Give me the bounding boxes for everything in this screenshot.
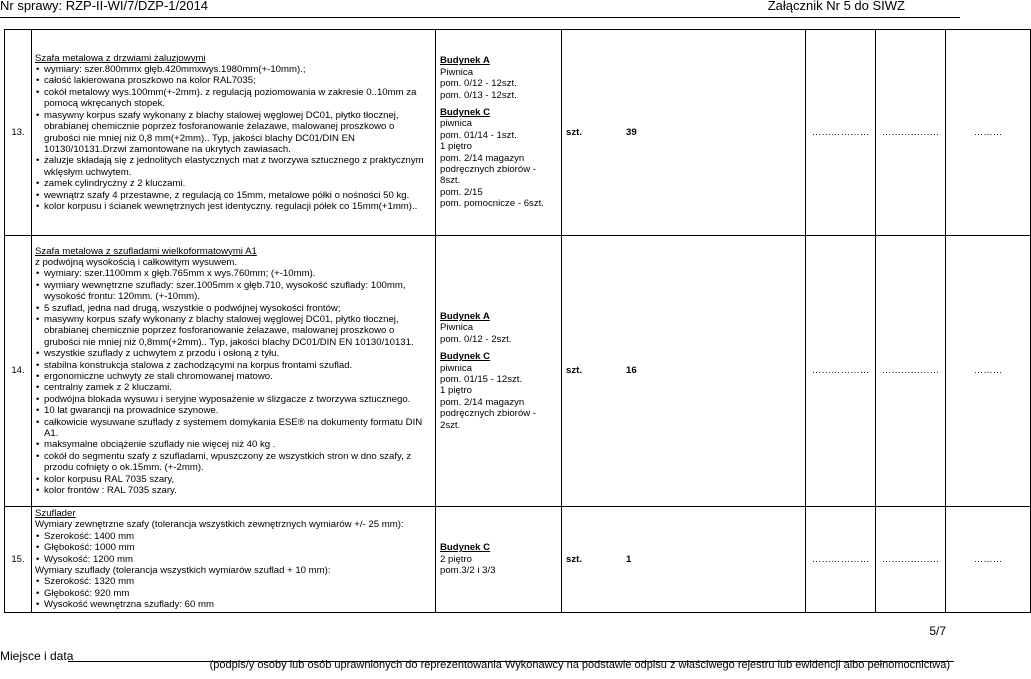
spec-item: • cokół metalowy wys.100mm(+-2mm). z regulacją poziomowania w zakresie 0..10mm za pomocą wkręcanych stopek. [35,87,432,110]
case-number: Nr sprawy: RZP-II-WI/7/DZP-1/2014 [0,0,209,13]
location-line: pom. pomocnicze - 6szt. [440,198,544,210]
spec-item: • kolor frontów : RAL 7035 szary. [35,485,432,496]
location-line: Budynek A [440,310,490,322]
spec-item: • 5 szuflad, jedna nad drugą, wszystkie o podwójnej wysokości frontów; [35,303,432,314]
location-line: pom. 0/12 - 12szt. [440,78,517,90]
price-blank: ……………… [876,236,946,507]
price-blank: ……… [946,30,1031,236]
spec-item: • Szerokość: 1320 mm [35,576,432,587]
location-line: pom. 0/12 - 2szt. [440,333,512,345]
quantity-unit: szt. [566,126,582,138]
location-line: pom.3/2 i 3/3 [440,565,496,577]
price-blank: ……………… [806,507,876,613]
spec-item: • Wysokość: 1200 mm [35,554,432,565]
spec-item: • zamek cylindryczny z 2 kluczami. [35,178,432,189]
item-location [436,236,562,507]
spec-item: • całość lakierowana proszkowo na kolor RAL7035; [35,75,432,86]
price-blank: ……………… [806,30,876,236]
spec-item: • 10 lat gwarancji na prowadnice szynowe. [35,405,432,416]
spec-item: • kolor korpusu i ścianek wewnętrznych jest identyczny. regulacji półek co 15mm(+1mm).. [35,201,432,212]
spec-item: • całkowicie wysuwane szuflady z systemem domykania ESE® na dokumenty formatu DIN A1. [35,417,432,440]
location-line: piwnica [440,118,472,130]
signature-caption: (podpis/y osoby lub osób uprawnionych do reprezentowania Wykonawcy na podstawie odpisu z właściwego rejestru lub ewidencji albo pełnomocnictwa) [209,659,950,671]
location-line: Budynek C [440,351,491,363]
item-quantity [562,236,806,507]
price-blank: ……… [946,507,1031,613]
spec-item: • kolor korpusu RAL 7035 szary, [35,474,432,485]
location-line: pom. 2/14 magazyn podręcznych zbiorów - 8szt. [440,152,536,187]
location-line: pom. 01/15 - 12szt. [440,374,523,385]
item-title: Szafa metalowa z szufladami wielkoformatowymi A1 [35,245,257,257]
item-description [32,507,436,613]
location-line: Budynek C [440,542,491,554]
location-line: pom. 2/14 magazyn podręcznych zbiorów - 2szt. [440,396,536,431]
price-blank: ……………… [876,30,946,236]
spec-list-secondary [35,576,432,610]
location-line: pom. 0/13 - 12szt. [440,89,517,101]
spec-list [35,268,432,496]
spec-list [35,64,432,212]
item-location [436,30,562,236]
page-number: 5/7 [929,624,946,638]
item-title: Szafa metalowa z drzwiami żaluzjowymi [35,52,206,64]
quantity-unit: szt. [566,553,582,565]
item-quantity [562,507,806,613]
item-intro-secondary: Wymiary szuflady (tolerancja wszystkich wymiarów szuflad + 10 mm): [35,565,331,577]
spec-item: • cokół do segmentu szafy z szufladami, wpuszczony ze wszystkich stron w dno szafy, z przodu cofnięty o ok.15mm. (+-2mm). [35,451,432,474]
item-description [32,236,436,507]
spec-item: • maksymalne obciążenie szuflady nie więcej niż 40 kg . [35,439,432,450]
location-line: 1 piętro [440,141,472,153]
item-intro: Wymiary zewnętrzne szafy (tolerancja wszystkich zewnętrznych wymiarów +/- 25 mm): [35,519,404,531]
location-line: pom. 2/15 [440,186,483,198]
item-intro: z podwójną wysokością i całkowitym wysuwem. [35,256,238,268]
header-divider [0,17,960,18]
price-blank: ……………… [876,507,946,613]
table-row [5,507,1031,613]
spec-item: • wewnątrz szafy 4 przestawne, z regulacją co 15mm, metalowe półki o nośności 50 kg. [35,190,432,201]
location-line: 1 piętro [440,385,472,397]
location-line: Piwnica [440,66,474,78]
location-line: Budynek A [440,55,490,67]
spec-item: • Głębokość: 1000 mm [35,542,432,553]
item-location [436,507,562,613]
quantity-value: 16 [626,365,637,377]
location-line: Budynek C [440,106,491,118]
spec-item: • wymiary wewnętrzne szuflady: szer.1005mm x głęb.710, wysokość szuflady: 100mm, wysokość frontu: 120mm. (+-10mm). [35,280,432,303]
spec-item: • centralny zamek z 2 kluczami. [35,382,432,393]
quantity-value: 39 [626,126,637,138]
row-number: 13. [5,30,32,236]
spec-list [35,531,432,565]
spec-item: • Wysokość wewnętrzna szuflady: 60 mm [35,599,432,610]
spec-item: • wymiary: szer.800mmx głęb.420mmxwys.1980mm(+-10mm).; [35,64,432,75]
table-row [5,30,1031,236]
attachment-label: Załącznik Nr 5 do SIWZ [767,0,905,13]
item-title: Szuflader [35,508,76,519]
item-quantity [562,30,806,236]
quantity-unit: szt. [566,365,582,377]
spec-item: • Głębokość: 920 mm [35,588,432,599]
spec-item: • Szerokość: 1400 mm [35,531,432,542]
price-blank: ……………… [806,236,876,507]
quantity-value: 1 [626,553,632,565]
location-line: Piwnica [440,322,474,334]
location-line: piwnica [440,362,472,374]
row-number: 14. [5,236,32,507]
row-number: 15. [5,507,32,613]
table-row [5,236,1031,507]
spec-item: • wymiary: szer.1100mm x głęb.765mm x wys.760mm; (+-10mm). [35,268,432,279]
spec-item: • ergonomiczne uchwyty ze stali chromowanej matowo. [35,371,432,382]
spec-item: • podwójna blokada wysuwu i seryjne wyposażenie w ślizgacze z tworzywa sztucznego. [35,394,432,405]
price-blank: ……… [946,236,1031,507]
item-description [32,30,436,236]
spec-item: • wszystkie szuflady z uchwytem z przodu i osłoną z tyłu. [35,348,432,359]
specification-table [4,29,1031,613]
spec-item: • żaluzje składają się z jednolitych elastycznych mat z tworzywa sztucznego z praktycznym wklęsłym uchwytem. [35,155,432,178]
spec-item: • stabilna konstrukcja stalowa z zachodzącymi na korpus frontami szuflad. [35,360,432,371]
location-line: pom. 01/14 - 1szt. [440,129,517,141]
location-line: 2 piętro [440,553,472,565]
place-date-label: Miejsce i data [0,649,74,663]
spec-item: • masywny korpus szafy wykonany z blachy stalowej węglowej DC01, płytko tłocznej, obrabianej chemicznie poprzez fosforanowanie żelazawe, malowanej proszkowo o grubości nie mniej niż 0,8 mm(+2mm).. Typ, jakości blachy DC01/DIN EN 10130/10131.Drzwi zamontowane na ukrytych zawiasach. [35,110,432,156]
spec-item: • masywny korpus szafy wykonany z blachy stalowej węglowej DC01, płytko tłocznej, obrabianej chemicznie poprzez fosforanowanie żelazawe, malowanej proszkowo o grubości nie mniej niż 0,8mm(+2mm).. Typ, jakości blachy DC01/DIN EN 10130/10131. [35,314,432,348]
page-header [0,0,960,16]
